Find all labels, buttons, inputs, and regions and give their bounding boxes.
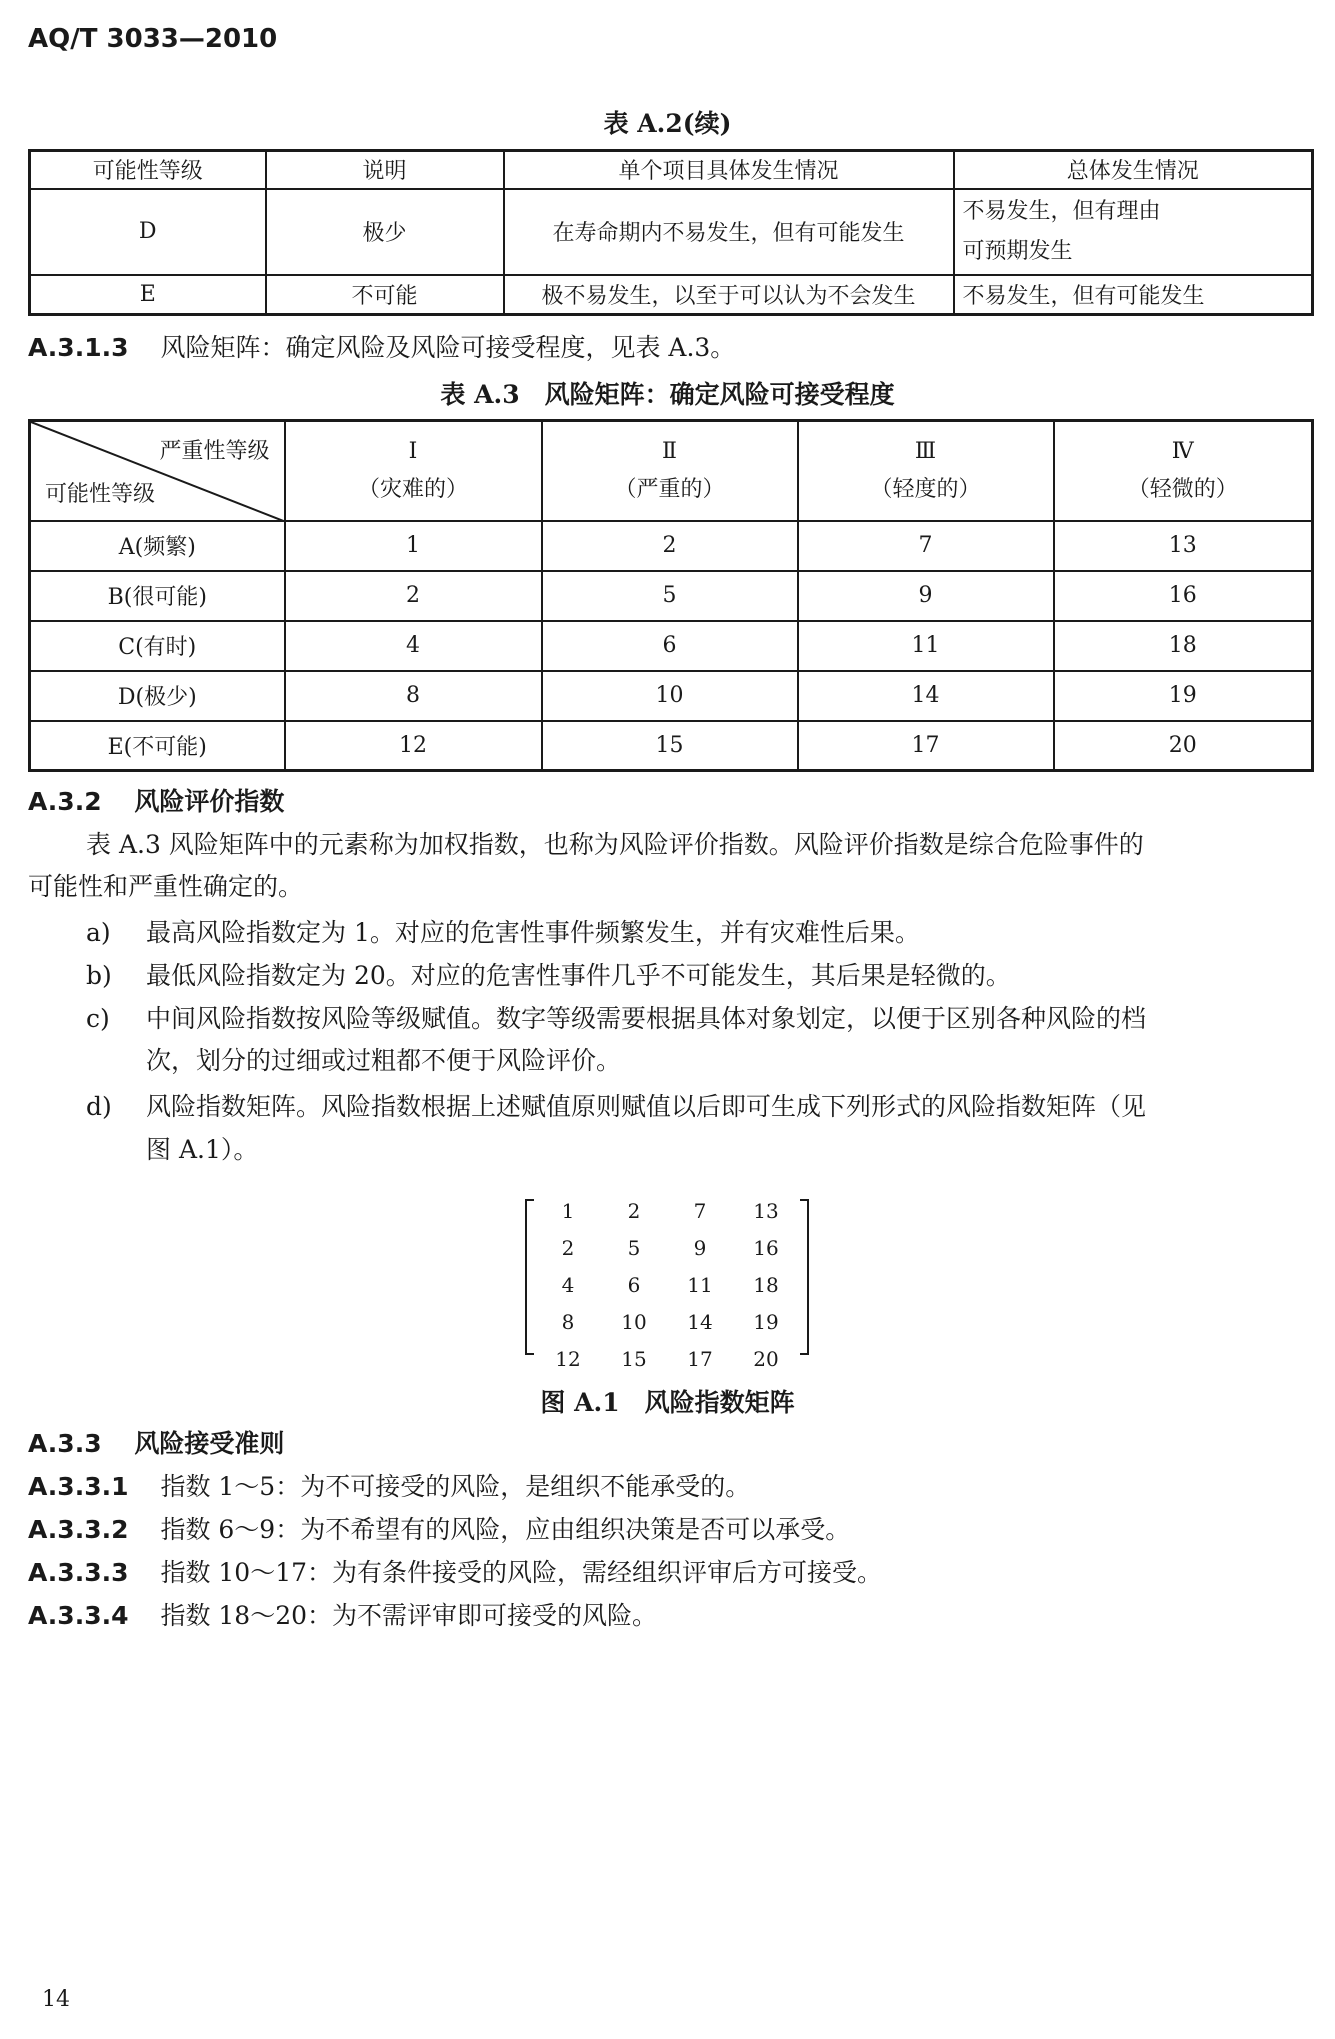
severity-roman: Ⅲ	[914, 438, 937, 464]
matrix-cell: 12	[555, 1346, 581, 1371]
table-cell: D	[30, 189, 266, 275]
matrix-cell: 2	[627, 1198, 641, 1223]
table-cell: 13	[1054, 521, 1313, 571]
severity-roman: Ⅱ	[662, 438, 677, 464]
clause-a333	[28, 1556, 882, 1590]
matrix-row	[535, 1303, 799, 1340]
table-a3-caption: 表 A.3 风险矩阵：确定风险可接受程度	[440, 380, 895, 409]
table-cell: 6	[542, 621, 798, 671]
matrix-cell: 11	[687, 1272, 713, 1297]
standard-number: AQ/T 3033—2010	[28, 24, 278, 54]
figure-a1-caption: 图 A.1 风险指数矩阵	[540, 1388, 795, 1417]
table-row	[30, 275, 1313, 315]
section-title: 风险评价指数	[134, 787, 285, 816]
table-cell: 14	[798, 671, 1054, 721]
table-row	[30, 189, 1313, 275]
matrix-row	[535, 1192, 799, 1229]
table-a3	[28, 419, 1314, 772]
risk-index-matrix	[522, 1192, 812, 1371]
table-cell: 极不易发生，以至于可以认为不会发生	[504, 275, 954, 315]
clause-text: 风险矩阵：确定风险及风险可接受程度，见表 A.3。	[160, 333, 736, 362]
table-cell: 5	[542, 571, 798, 621]
table-cell	[954, 189, 1313, 275]
matrix-cell: 4	[561, 1272, 575, 1297]
page-number: 14	[42, 1987, 70, 2012]
section-a32-heading	[28, 785, 284, 819]
matrix-cell: 8	[561, 1309, 575, 1334]
matrix-cell: 9	[693, 1235, 707, 1260]
table-row	[30, 621, 1313, 671]
table-cell: 11	[798, 621, 1054, 671]
table-cell: 10	[542, 671, 798, 721]
likelihood-label: E(不可能)	[30, 721, 285, 771]
table-cell: 极少	[266, 189, 504, 275]
clause-text: 指数 6～9：为不希望有的风险，应由组织决策是否可以承受。	[160, 1515, 851, 1544]
section-a33-heading	[28, 1427, 284, 1461]
corner-likelihood-label: 可能性等级	[45, 481, 156, 507]
corner-severity-label: 严重性等级	[159, 439, 270, 464]
matrix-cell: 1	[561, 1198, 575, 1223]
list-item-text: 风险指数矩阵。风险指数根据上述赋值原则赋值以后即可生成下列形式的风险指数矩阵（见	[146, 1092, 1147, 1121]
table-cell: 15	[542, 721, 798, 771]
table-cell: 18	[1054, 621, 1313, 671]
table-a2-header: 总体发生情况	[954, 151, 1313, 189]
matrix-cell: 13	[753, 1198, 779, 1223]
table-row	[30, 521, 1313, 571]
clause-text: 指数 1～5：为不可接受的风险，是组织不能承受的。	[160, 1472, 751, 1501]
severity-label: （轻度的）	[870, 476, 981, 502]
clause-a313	[28, 331, 735, 365]
severity-roman: Ⅳ	[1171, 438, 1194, 464]
corner-cell	[30, 421, 285, 521]
matrix-cell: 14	[687, 1309, 713, 1334]
section-title: 风险接受准则	[134, 1429, 285, 1458]
clause-a334	[28, 1599, 657, 1633]
table-cell: 20	[1054, 721, 1313, 771]
overall-line-1: 不易发生，但有理由	[962, 198, 1161, 224]
matrix-cell: 20	[753, 1346, 779, 1371]
table-a2	[28, 149, 1314, 316]
list-item-marker: d)	[86, 1092, 112, 1121]
table-cell: 在寿命期内不易发生，但有可能发生	[504, 189, 954, 275]
severity-header	[798, 421, 1054, 521]
matrix-row	[535, 1229, 799, 1266]
table-a2-header: 单个项目具体发生情况	[504, 151, 954, 189]
clause-number: A.3.3.4	[28, 1601, 129, 1630]
table-cell: 2	[285, 571, 542, 621]
table-cell: 16	[1054, 571, 1313, 621]
severity-roman: Ⅰ	[408, 438, 418, 464]
severity-header	[542, 421, 798, 521]
likelihood-label: C(有时)	[30, 621, 285, 671]
table-row	[30, 721, 1313, 771]
table-a2-header: 可能性等级	[30, 151, 266, 189]
list-item-text: 图 A.1）。	[146, 1135, 259, 1164]
clause-number: A.3.3.2	[28, 1515, 129, 1544]
likelihood-label: B(很可能)	[30, 571, 285, 621]
matrix-cell: 6	[627, 1272, 641, 1297]
list-item-marker: a)	[86, 918, 111, 947]
paragraph-line: 可能性和严重性确定的。	[28, 872, 304, 901]
list-item-text: 中间风险指数按风险等级赋值。数字等级需要根据具体对象划定，以便于区别各种风险的档	[146, 1004, 1147, 1033]
clause-a331	[28, 1470, 750, 1504]
table-cell: 不可能	[266, 275, 504, 315]
table-cell: 8	[285, 671, 542, 721]
matrix-cell: 16	[753, 1235, 779, 1260]
table-row	[30, 671, 1313, 721]
table-cell: 19	[1054, 671, 1313, 721]
table-cell: 17	[798, 721, 1054, 771]
matrix-cell: 7	[693, 1198, 707, 1223]
table-cell: 4	[285, 621, 542, 671]
severity-label: （严重的）	[614, 476, 725, 502]
matrix-cell: 10	[621, 1309, 647, 1334]
matrix-cell: 18	[753, 1272, 779, 1297]
table-cell: 7	[798, 521, 1054, 571]
clause-text: 指数 10～17：为有条件接受的风险，需经组织评审后方可接受。	[160, 1558, 883, 1587]
table-cell: 2	[542, 521, 798, 571]
section-number: A.3.2	[28, 787, 102, 816]
table-cell: 9	[798, 571, 1054, 621]
overall-line-2: 可预期发生	[962, 238, 1073, 264]
likelihood-label: D(极少)	[30, 671, 285, 721]
clause-number: A.3.3.1	[28, 1472, 129, 1501]
matrix-cell: 15	[621, 1346, 647, 1371]
clause-number: A.3.3.3	[28, 1558, 129, 1587]
list-item-text: 次，划分的过细或过粗都不便于风险评价。	[146, 1046, 622, 1075]
table-cell: 12	[285, 721, 542, 771]
matrix-row	[535, 1340, 799, 1377]
table-row	[30, 571, 1313, 621]
matrix-row	[535, 1266, 799, 1303]
severity-header	[1054, 421, 1313, 521]
paragraph-line: 表 A.3 风险矩阵中的元素称为加权指数，也称为风险评价指数。风险评价指数是综合危险事件的	[86, 830, 1144, 859]
table-cell: E	[30, 275, 266, 315]
matrix-cell: 17	[687, 1346, 713, 1371]
clause-number: A.3.1.3	[28, 333, 129, 362]
matrix-cell: 19	[753, 1309, 779, 1334]
severity-header	[285, 421, 542, 521]
table-cell: 不易发生，但有可能发生	[954, 275, 1313, 315]
list-item-text: 最高风险指数定为 1。对应的危害性事件频繁发生，并有灾难性后果。	[146, 918, 920, 947]
section-number: A.3.3	[28, 1429, 102, 1458]
clause-a332	[28, 1513, 850, 1547]
list-item-marker: c)	[86, 1004, 110, 1033]
matrix-cell: 5	[627, 1235, 641, 1260]
list-item-text: 最低风险指数定为 20。对应的危害性事件几乎不可能发生，其后果是轻微的。	[146, 961, 1011, 990]
clause-text: 指数 18～20：为不需评审即可接受的风险。	[160, 1601, 658, 1630]
list-item-marker: b)	[86, 961, 112, 990]
severity-label: （轻微的）	[1127, 476, 1238, 502]
matrix-cell: 2	[561, 1235, 575, 1260]
table-a2-caption: 表 A.2(续)	[603, 109, 732, 138]
likelihood-label: A(频繁)	[30, 521, 285, 571]
severity-label: （灾难的）	[357, 476, 468, 502]
table-cell: 1	[285, 521, 542, 571]
table-a2-header: 说明	[266, 151, 504, 189]
